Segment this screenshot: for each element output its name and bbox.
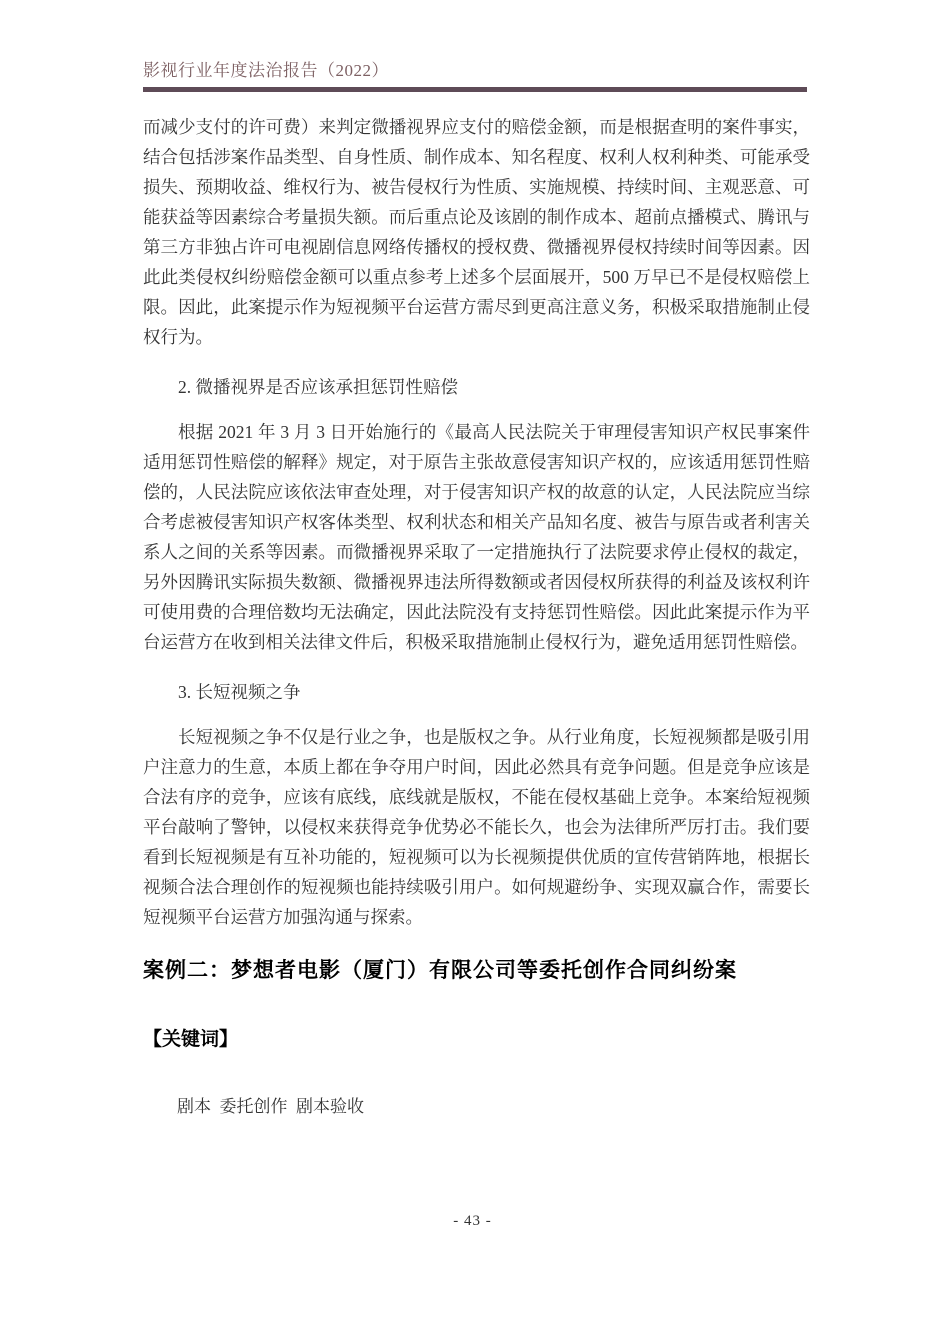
keywords-label: 【关键词】 [143, 1029, 239, 1050]
subsection-3-heading: 3. 长短视频之争 [178, 682, 301, 702]
paragraph-punitive-damages: 根据 2021 年 3 月 3 日开始施行的《最高人民法院关于审理侵害知识产权民事案件适用惩罚性赔偿的解释》规定，对于原告主张故意侵害知识产权的，应该适用惩罚性赔偿的，人民法院应该依法审查处理，对于侵害知识产权的故意的认定，人民法院应当综合考虑被侵害知识产权客体类型、权利状态和相关产品知名度、被告与原告或者利害关系人之间的关系等因素。而微播视界采取了一定措施执行了法院要求停止侵权的裁定，另外因腾讯实际损失数额、微播视界违法所得数额或者因侵权所获得的利益及该权利许可使用费的合理倍数均无法确定，因此法院没有支持惩罚性赔偿。因此此案提示作为平台运营方在收到相关法律文件后，积极采取措施制止侵权行为，避免适用惩罚性赔偿。 [143, 422, 810, 652]
page-number: - 43 - [453, 1213, 492, 1229]
running-header-title: 影视行业年度法治报告（2022） [143, 61, 389, 80]
paragraph-long-short-video-dispute: 长短视频之争不仅是行业之争，也是版权之争。从行业角度，长短视频都是吸引用户注意力的生意，本质上都在争夺用户时间，因此必然具有竞争问题。但是竞争应该是合法有序的竞争，应该有底线，底线就是版权，不能在侵权基础上竞争。本案给短视频平台敲响了警钟，以侵权来获得竞争优势必不能长久，也会为法律所严厉打击。我们要看到长短视频是有互补功能的，短视频可以为长视频提供优质的宣传营销阵地，根据长视频合法合理创作的短视频也能持续吸引用户。如何规避纷争、实现双赢合作，需要长短视频平台运营方加强沟通与探索。 [143, 727, 810, 927]
header-rule [143, 87, 807, 92]
page-footer [0, 1212, 945, 1230]
document-body [143, 112, 810, 1122]
page-header [143, 60, 807, 92]
subsection-2-heading: 2. 微播视界是否应该承担惩罚性赔偿 [178, 377, 458, 397]
keywords-text: 剧本 委托创作 剧本验收 [177, 1097, 364, 1116]
paragraph-damages-analysis: 而减少支付的许可费）来判定微播视界应支付的赔偿金额，而是根据查明的案件事实，结合包括涉案作品类型、自身性质、制作成本、知名程度、权利人权利种类、可能承受损失、预期收益、维权行为、被告侵权行为性质、实施规模、持续时间、主观恶意、可能获益等因素综合考量损失额。而后重点论及该剧的制作成本、超前点播模式、腾讯与第三方非独占许可电视剧信息网络传播权的授权费、微播视界侵权持续时间等因素。因此此类侵权纠纷赔偿金额可以重点参考上述多个层面展开，500 万早已不是侵权赔偿上限。因此，此案提示作为短视频平台运营方需尽到更高注意义务，积极采取措施制止侵权行为。 [143, 117, 810, 347]
case-2-heading: 案例二：梦想者电影（厦门）有限公司等委托创作合同纠纷案 [143, 958, 737, 982]
